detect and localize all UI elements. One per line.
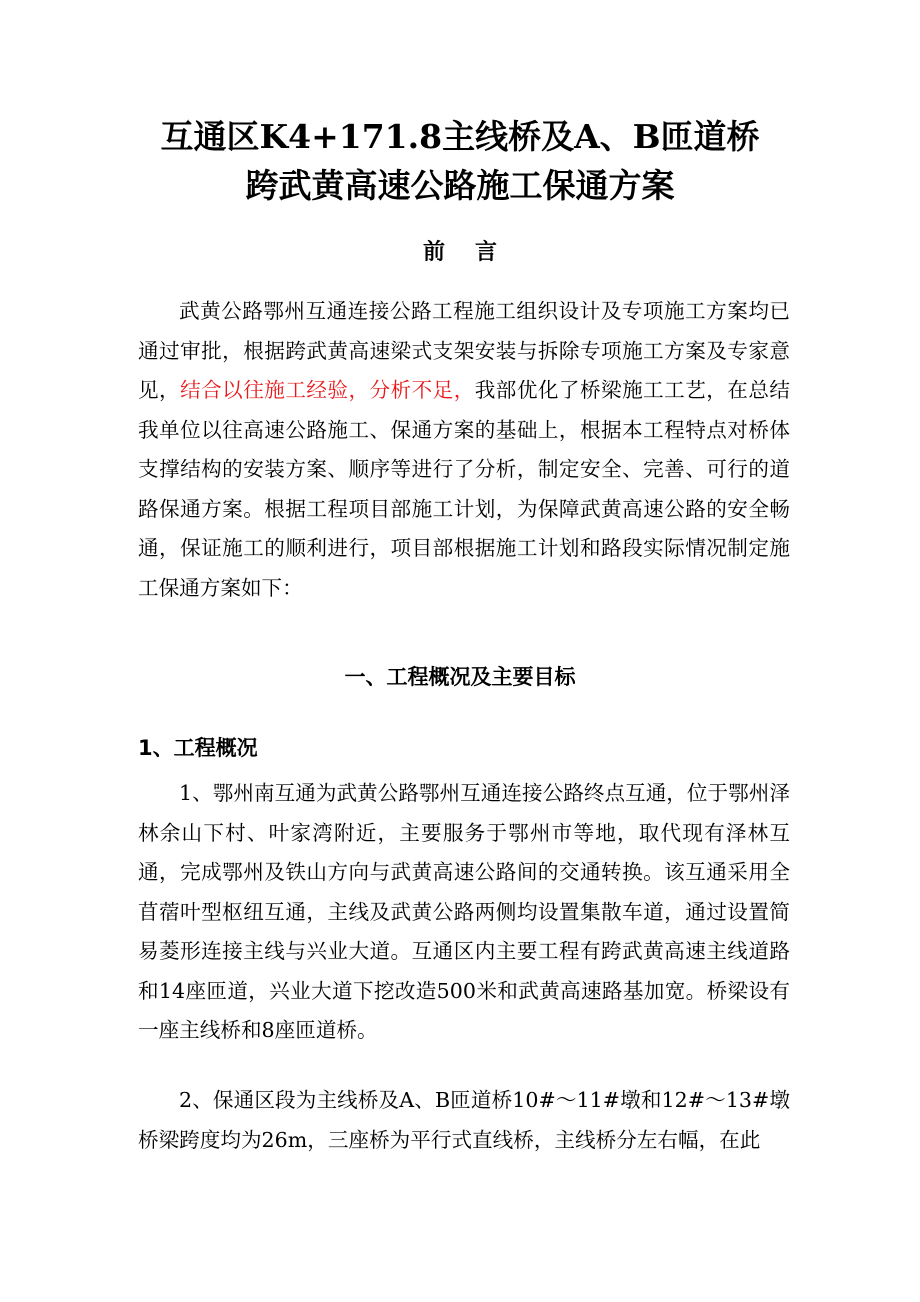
preface-text-part-2: 我部优化了桥梁施工工艺，在总结我单位以往高速公路施工、保通方案的基础上，根据本工程特点对桥体支撑结构的安装方案、顺序等进行了分析，制定安全、完善、可行的道路保通方案。根据工程项目部施工计划，为保障武黄高速公路的安全畅通，保证施工的顺利进行，项目部根据施工计划和路段实际情况制定施工保通方案如下：	[138, 378, 790, 600]
document-title-line-1: 互通区K4+171.8主线桥及A、B匝道桥	[160, 117, 760, 156]
preface-highlight-text: 结合以往施工经验，分析不足，	[180, 378, 475, 402]
preface-paragraph	[138, 292, 790, 608]
preface-heading: 前言	[422, 240, 527, 265]
overview-paragraph-1: 1、鄂州南互通为武黄公路鄂州互通连接公路终点互通，位于鄂州泽林余山下村、叶家湾附近，主要服务于鄂州市等地，取代现有泽林互通，完成鄂州及铁山方向与武黄高速公路间的交通转换。该互通采用全苜蓿叶型枢纽互通，主线及武黄公路两侧均设置集散车道，通过设置简易菱形连接主线与兴业大道。互通区内主要工程有跨武黄高速主线道路和14座匝道，兴业大道下挖改造500米和武黄高速路基加宽。桥梁设有一座主线桥和8座匝道桥。	[138, 781, 790, 1042]
subsection-heading: 1、工程概况	[138, 736, 258, 760]
overview-paragraph-2: 2、保通区段为主线桥及A、B匝道桥10#～11#墩和12#～13#墩桥梁跨度均为26m，三座桥为平行式直线桥，主线桥分左右幅，在此	[138, 1088, 790, 1152]
section-heading: 一、工程概况及主要目标	[344, 665, 576, 689]
preface-text-part-1: 武黄公路鄂州互通连接公路工程施工组织设计及专项施工方案均已通过审批，根据跨武黄高速梁式支架安装与拆除专项施工方案及专家意见，	[138, 299, 790, 402]
document-title-line-2: 跨武黄高速公路施工保通方案	[245, 166, 675, 205]
